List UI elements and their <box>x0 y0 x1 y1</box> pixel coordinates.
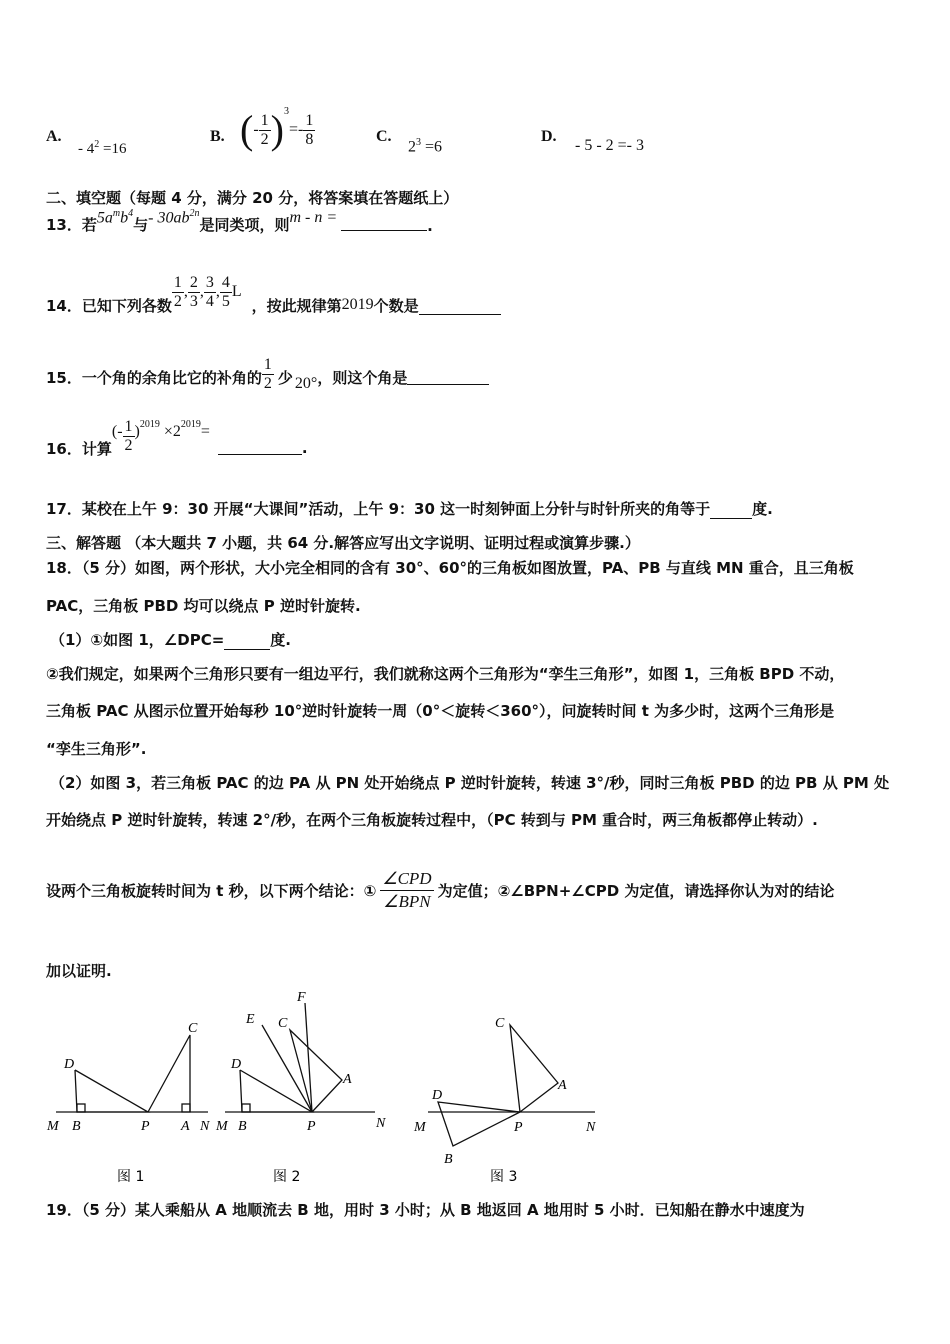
section3-title: 三、解答题 （本大题共 7 小题，共 64 分.解答应写出文字说明、证明过程或演算步骤.） <box>46 534 640 552</box>
fig2-triangle-pbd <box>240 1070 312 1112</box>
fig1-label-d: D <box>64 1057 75 1072</box>
fig2-right-angle-b <box>242 1104 250 1112</box>
fig1-label-a: A <box>181 1119 190 1134</box>
q18-line5: 三角板 PAC 从图示位置开始每秒 10°逆时针旋转一周（0°＜旋转＜360°），问旋转时间 t 为多少时，这两个三角形是 <box>46 702 835 720</box>
q16: 16．计算 (- $\frac{1}{2}$ ) 2019 ×2 2019 = . <box>46 417 308 458</box>
fig2-label-e: E <box>246 1012 255 1027</box>
option-b-letter: B. <box>210 128 225 145</box>
option-a-letter: A. <box>46 128 62 145</box>
fig3-label-m: M <box>414 1120 426 1135</box>
fig2-label-c: C <box>278 1016 288 1031</box>
fig2-label-b: B <box>238 1119 247 1134</box>
fig1-triangle-pbd <box>75 1070 148 1112</box>
fig3-label-p: P <box>514 1120 523 1135</box>
q13: 13．若 $5a^mb^4$ 与 - $30ab^{2n}$ 是同类项，则 m - n = . <box>46 207 433 235</box>
fig2-caption: 图 2 <box>273 1169 301 1185</box>
q18-line2: PAC，三角板 PBD 均可以绕点 P 逆时针旋转. <box>46 597 361 615</box>
fig2-label-n: N <box>376 1116 386 1131</box>
q18-line6: “孪生三角形”. <box>46 740 147 758</box>
fig2-label-f: F <box>297 990 306 1005</box>
q18-line4: ②我们规定，如果两个三角形只要有一组边平行，我们就称这两个三角形为“孪生三角形”，如图 1，三角板 BPD 不动， <box>46 665 845 683</box>
option-a-expr: - $4^2 =16$ <box>78 139 127 157</box>
option-c-expr: $2^3 =6$ <box>408 137 443 156</box>
q18-line8: 开始绕点 P 逆时针旋转，转速 2°/秒，在两个三角板旋转过程中，（PC 转到与 PM 重合时，两三角板都停止转动）. <box>46 811 818 829</box>
fig2-ray-pf <box>305 1003 312 1112</box>
fig1-label-m: M <box>47 1119 59 1134</box>
option-d-letter: D. <box>541 128 557 145</box>
fig2-ray-pe <box>262 1025 312 1112</box>
q14-sequence: $\frac{1}{2}$ , $\frac{2}{3}$ , $\frac{3}{4}$ , $\frac{4}{5}$ L <box>173 273 242 310</box>
q18-figures <box>40 985 620 1190</box>
fig3-triangle-pbd <box>438 1102 520 1146</box>
fig1-right-angle-a <box>182 1104 190 1112</box>
q15-answer-blank[interactable] <box>407 384 489 385</box>
fig3-label-n: N <box>586 1120 596 1135</box>
fig1-label-b: B <box>72 1119 81 1134</box>
q19-line1: 19．（5 分）某人乘船从 A 地顺流去 B 地，用时 3 小时；从 B 地返回 A 地用时 5 小时．已知船在静水中速度为 <box>46 1201 805 1219</box>
fig2-label-a: A <box>343 1072 352 1087</box>
fig2-label-p: P <box>307 1119 316 1134</box>
q18-line7: （2）如图 3，若三角板 PAC 的边 PA 从 PN 处开始绕点 P 逆时针旋转，转速 3°/秒，同时三角板 PBD 的边 PB 从 PM 处 <box>50 774 890 792</box>
fig1-label-n: N <box>200 1119 210 1134</box>
q18-answer-blank[interactable] <box>224 631 270 650</box>
q17-answer-blank[interactable] <box>710 500 752 519</box>
q16-answer-blank[interactable] <box>218 454 302 455</box>
fig3-caption: 图 3 <box>490 1169 518 1185</box>
fig1-right-angle-b <box>77 1104 85 1112</box>
fig1-label-p: P <box>141 1119 150 1134</box>
q14-answer-blank[interactable] <box>419 314 501 315</box>
option-c-letter: C. <box>376 128 392 145</box>
option-d-expr: - 5 - 2 =- 3 <box>575 137 645 154</box>
fig2-label-m: M <box>216 1119 228 1134</box>
fig3-label-c: C <box>495 1016 505 1031</box>
fig3-label-d: D <box>432 1088 443 1103</box>
q17: 17．某校在上午 9：30 开展“大课间”活动，上午 9：30 这一时刻钟面上分针与时针所夹的角等于 度. <box>46 500 773 518</box>
fig1-label-c: C <box>188 1021 198 1036</box>
fig1-caption: 图 1 <box>117 1169 145 1185</box>
q14: 14．已知下列各数 $\frac{1}{2}$ , $\frac{2}{3}$ , $\frac{3}{4}$ , $\frac{4}{5}$ L ，按此规律第 2019 个数是 <box>46 270 501 314</box>
q18-line10: 加以证明. <box>46 962 112 980</box>
fig1-triangle-pac <box>148 1035 190 1112</box>
q13-answer-blank[interactable] <box>341 230 427 231</box>
fig2-label-d: D <box>231 1057 242 1072</box>
q18-line9: 设两个三角板旋转时间为 t 秒，以下两个结论：① $\frac{\text{∠CPD}}{\text{∠BPN}}$ 为定值；②∠BPN+∠CPD 为定值，请选择你认为对的结论 <box>46 869 835 911</box>
fig3-label-b: B <box>444 1152 453 1167</box>
option-b-expr: ( - $\frac{1}{2}$ ) $^3$ =- $\frac{1}{8}$ <box>240 106 314 152</box>
q15: 15．一个角的余角比它的补角的 $\frac{1}{2}$ 少 20° ，则这个角是 <box>46 352 489 396</box>
q18-ratio-fraction: $\frac{\text{∠CPD}}{\text{∠BPN}}$ <box>382 869 432 911</box>
fig2-triangle-pac <box>290 1030 342 1112</box>
q18-part1-q1: （1）①如图 1，∠DPC= 度. <box>50 631 291 649</box>
fig3-triangle-pac <box>510 1025 558 1112</box>
fig3-label-a: A <box>558 1078 567 1093</box>
section2-title: 二、填空题（每题 4 分，满分 20 分，将答案填在答题纸上） <box>46 189 459 207</box>
q18-line1: 18．（5 分）如图，两个形状，大小完全相同的含有 30°、60°的三角板如图放置，PA、PB 与直线 MN 重合，且三角板 <box>46 559 854 577</box>
